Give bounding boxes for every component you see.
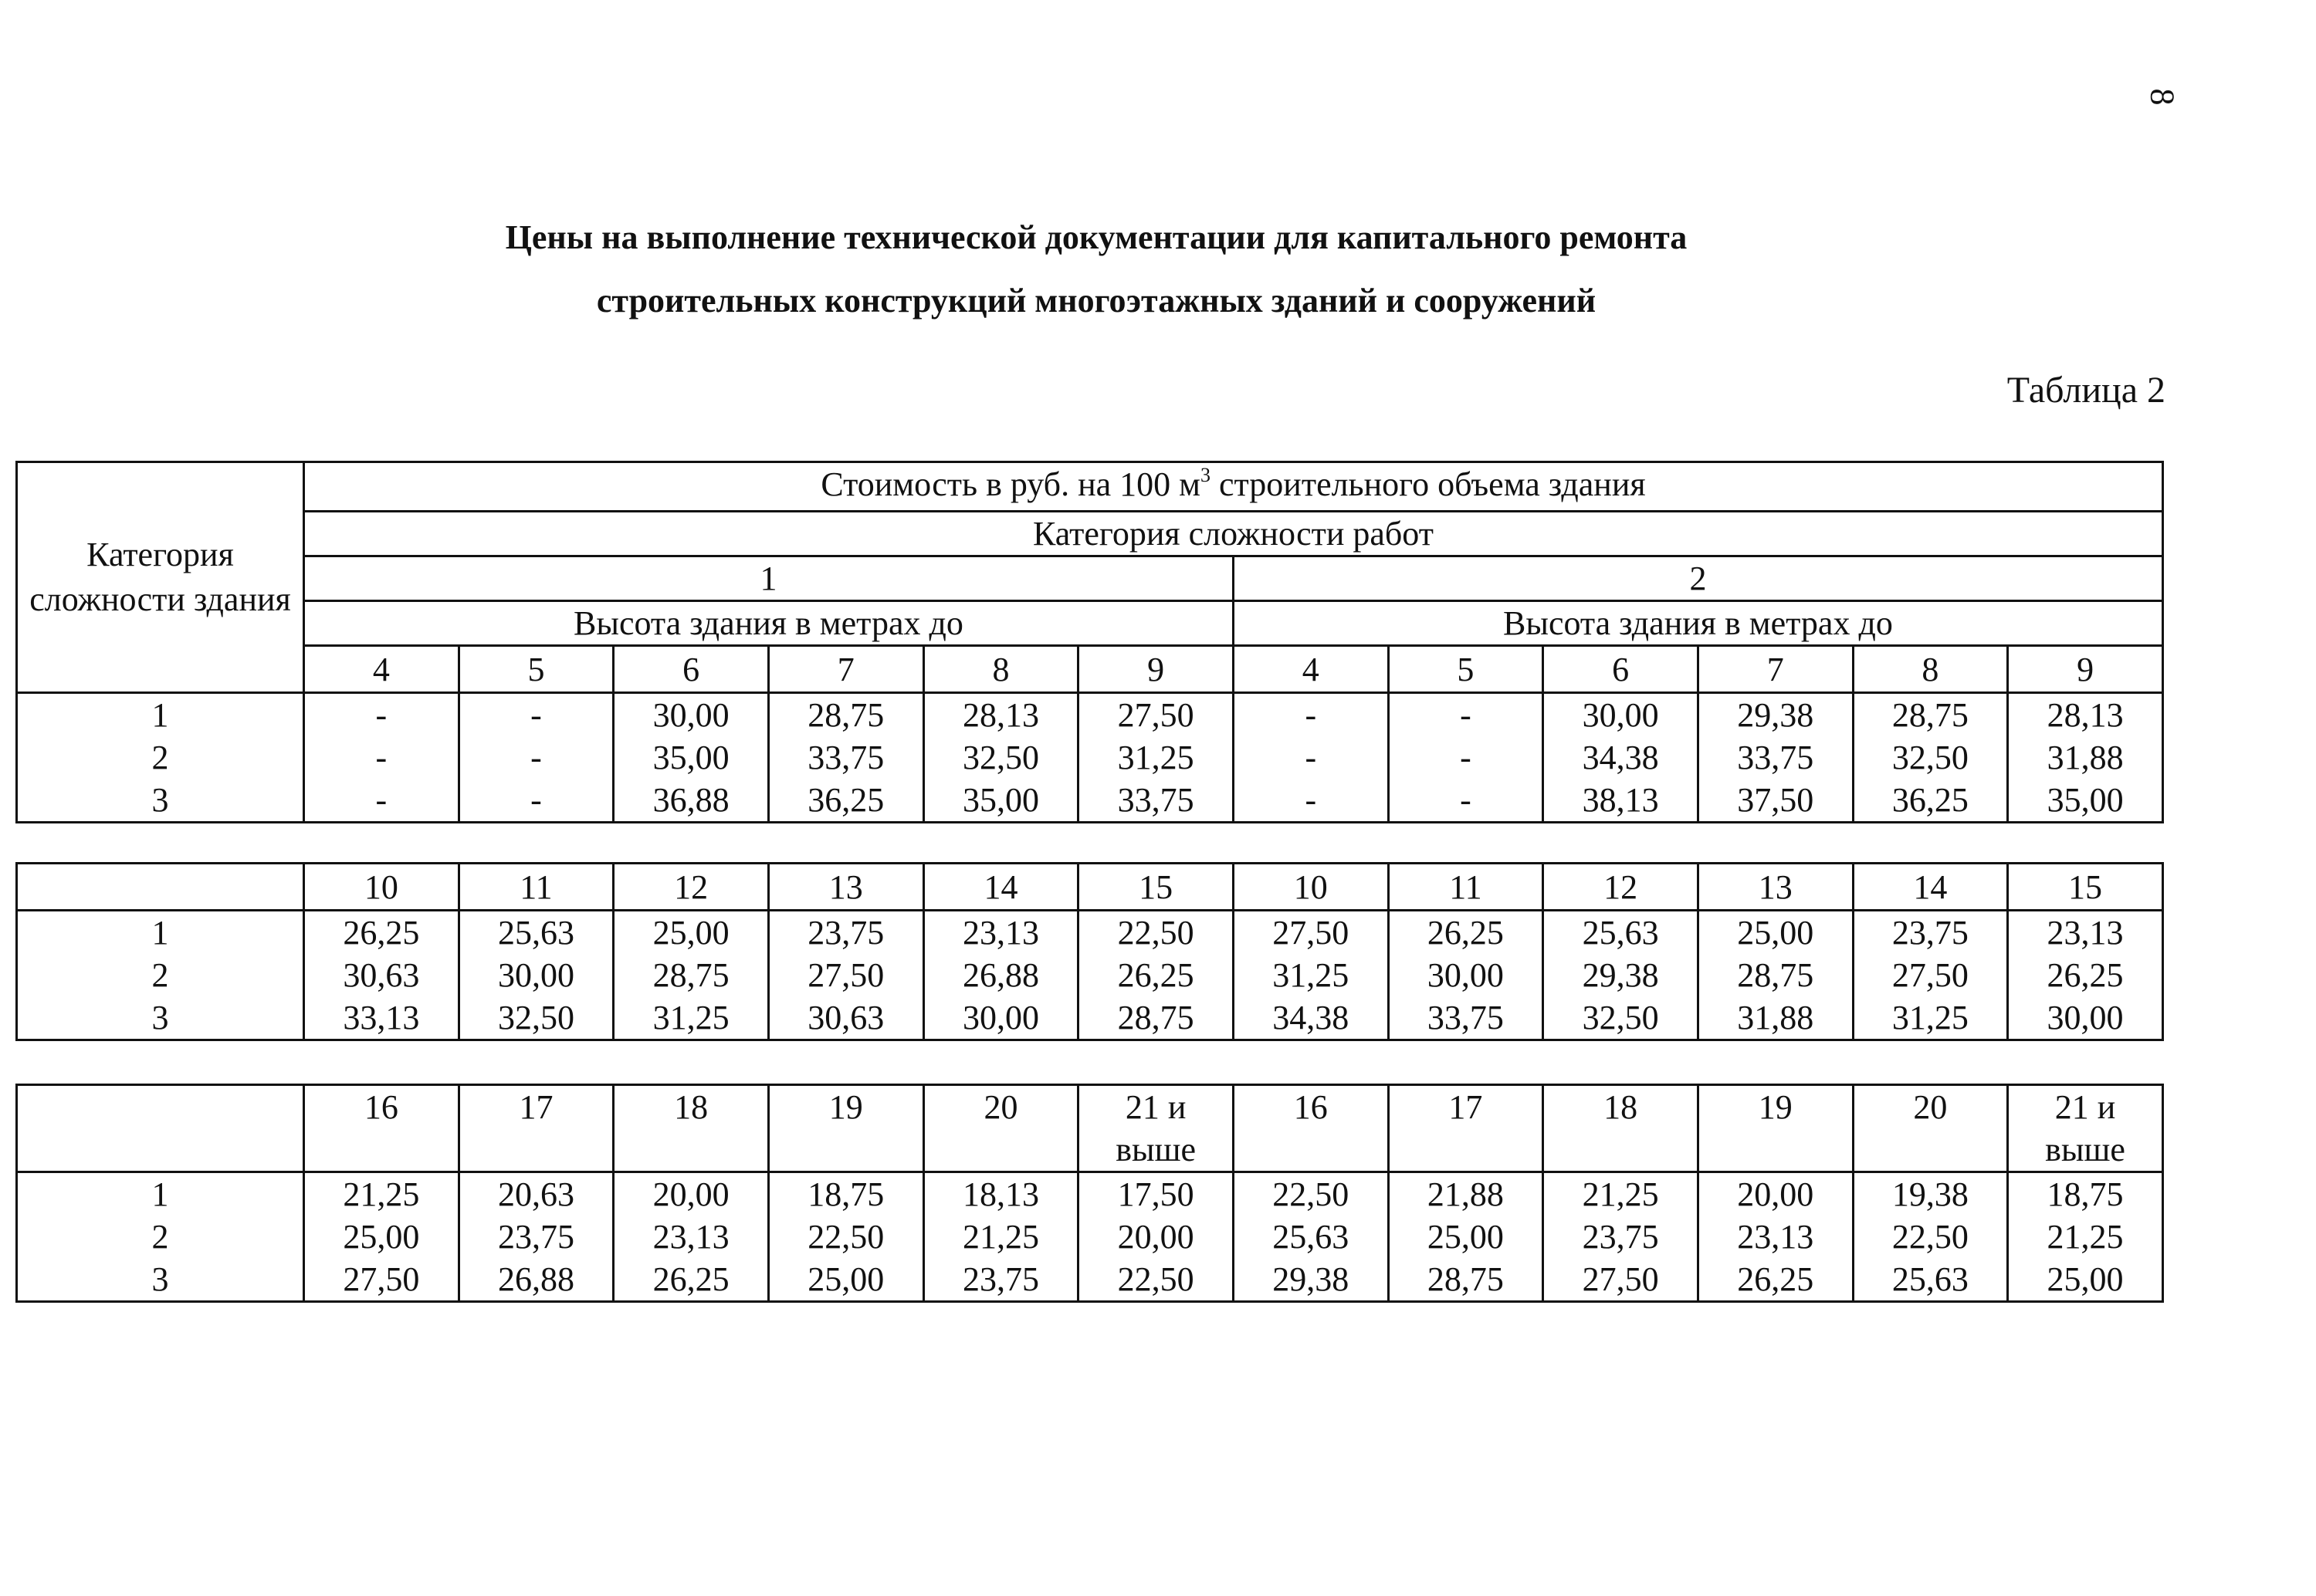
price-value: 22,50 [1117, 914, 1194, 952]
height-cell: 4 [1233, 646, 1388, 693]
price-value: 26,25 [2047, 956, 2124, 994]
height-cell: 12 [1543, 864, 1698, 911]
category-values-cell [17, 693, 304, 823]
price-column [2008, 911, 2163, 1040]
height-cell: 13 [1698, 864, 1853, 911]
price-value: 34,38 [1272, 999, 1349, 1036]
price-value: 25,63 [1582, 914, 1659, 952]
price-value: 30,00 [962, 999, 1039, 1036]
category-header-label: Категория сложности здания [29, 536, 291, 618]
height-values-row [17, 864, 2163, 911]
price-column [1078, 1172, 1234, 1302]
height-cell: 5 [459, 646, 614, 693]
price-value: 18,13 [962, 1175, 1039, 1213]
price-value: - [1460, 739, 1471, 776]
empty-corner-cell [17, 864, 304, 911]
price-value: 33,75 [1427, 999, 1504, 1036]
price-value: 31,25 [1272, 956, 1349, 994]
price-value: 19,38 [1891, 1175, 1969, 1213]
height-cell: 21 и выше [2008, 1085, 2163, 1172]
price-value: - [375, 781, 388, 819]
height-cell: 20 [1853, 1085, 2008, 1172]
price-column [768, 693, 923, 823]
price-value: 30,00 [652, 696, 730, 734]
price-value: 23,75 [962, 1260, 1039, 1298]
category-label: 2 [151, 956, 169, 994]
price-value: 30,00 [2047, 999, 2124, 1036]
page-number: 8 [2143, 88, 2182, 106]
price-value: 25,00 [1427, 1218, 1504, 1256]
document-title-line-1: Цены на выполнение технической документации для капитального ремонта [505, 218, 1688, 256]
price-value: 23,75 [1891, 914, 1969, 952]
price-value: - [375, 696, 388, 734]
price-value: 31,88 [2047, 739, 2124, 776]
height-cell: 17 [459, 1085, 614, 1172]
price-value: 32,50 [497, 999, 574, 1036]
price-value: 35,00 [2047, 781, 2124, 819]
height-cell: 5 [1388, 646, 1543, 693]
price-value: 22,50 [1117, 1260, 1194, 1298]
height-cell: 4 [304, 646, 459, 693]
height-cell: 14 [923, 864, 1078, 911]
price-value: 28,13 [2047, 696, 2124, 734]
price-value: 25,00 [343, 1218, 420, 1256]
cost-caption-text-end: строительного объема здания [1210, 465, 1646, 503]
price-value: 28,75 [1737, 956, 1814, 994]
price-column [459, 911, 614, 1040]
category-label: 3 [151, 781, 169, 819]
price-value: 28,75 [1427, 1260, 1504, 1298]
price-value: 25,00 [808, 1260, 885, 1298]
price-value: 26,88 [962, 956, 1039, 994]
price-value: 35,00 [962, 781, 1039, 819]
price-value: 25,63 [1891, 1260, 1969, 1298]
price-value: 25,00 [652, 914, 730, 952]
price-value: 23,13 [962, 914, 1039, 952]
category-header-cell [17, 462, 304, 693]
price-value: 30,00 [1427, 956, 1504, 994]
price-column [768, 911, 923, 1040]
price-value: 20,63 [497, 1175, 574, 1213]
empty-corner-cell [17, 1085, 304, 1172]
cost-caption-superscript: 3 [1200, 464, 1210, 486]
height-cell: 18 [1543, 1085, 1698, 1172]
price-value: 25,63 [1272, 1218, 1349, 1256]
price-column [1853, 911, 2008, 1040]
height-cell: 8 [1853, 646, 2008, 693]
price-value: 31,88 [1737, 999, 1814, 1036]
height-cell: 21 и выше [1078, 1085, 1234, 1172]
price-value: 31,25 [1891, 999, 1969, 1036]
price-value: 27,50 [1117, 696, 1194, 734]
price-value: 22,50 [1891, 1218, 1969, 1256]
category-label: 1 [151, 914, 169, 952]
height-cell: 12 [614, 864, 769, 911]
price-value: 29,38 [1582, 956, 1659, 994]
price-value: 38,13 [1582, 781, 1659, 819]
price-value: 20,00 [1737, 1175, 1814, 1213]
price-column [1233, 911, 1388, 1040]
price-value: 18,75 [808, 1175, 885, 1213]
price-value: - [1460, 696, 1471, 734]
header-row-height-caption [17, 601, 2163, 646]
price-column [614, 911, 769, 1040]
price-value: 20,00 [1117, 1218, 1194, 1256]
price-value: 27,50 [1891, 956, 1969, 994]
height-cell: 13 [768, 864, 923, 911]
price-column [304, 693, 459, 823]
height-cell: 9 [2008, 646, 2163, 693]
price-column [614, 693, 769, 823]
price-value: 28,75 [808, 696, 885, 734]
price-value: 30,63 [808, 999, 885, 1036]
price-value: 25,00 [2047, 1260, 2124, 1298]
price-column [1388, 911, 1543, 1040]
price-column [1698, 911, 1853, 1040]
price-column [768, 1172, 923, 1302]
price-value: 30,00 [497, 956, 574, 994]
price-column [459, 1172, 614, 1302]
price-value: 26,25 [1737, 1260, 1814, 1298]
price-column [1853, 1172, 2008, 1302]
category-label: 2 [151, 1218, 169, 1256]
price-column [923, 911, 1078, 1040]
height-cell: 6 [614, 646, 769, 693]
price-value: 21,88 [1427, 1175, 1504, 1213]
price-column [1233, 1172, 1388, 1302]
price-value: 31,25 [1117, 739, 1194, 776]
price-value: 20,00 [652, 1175, 730, 1213]
price-value: 33,75 [808, 739, 885, 776]
price-value: 30,00 [1582, 696, 1659, 734]
price-values-row [17, 911, 2163, 1040]
price-value: 28,13 [962, 696, 1039, 734]
price-value: 23,13 [2047, 914, 2124, 952]
price-value: 27,50 [808, 956, 885, 994]
price-value: - [530, 781, 542, 819]
cost-caption-text: Стоимость в руб. на 100 м [821, 465, 1200, 503]
height-cell: 8 [923, 646, 1078, 693]
price-column [1543, 1172, 1698, 1302]
price-value: 31,25 [652, 999, 730, 1036]
height-cell: 16 [304, 1085, 459, 1172]
price-value: 23,13 [652, 1218, 730, 1256]
price-value: 25,63 [497, 914, 574, 952]
price-value: 36,88 [652, 781, 730, 819]
price-value: 21,25 [1582, 1175, 1659, 1213]
price-value: 33,13 [343, 999, 420, 1036]
price-column [1543, 911, 1698, 1040]
price-column [923, 693, 1078, 823]
category-label: 3 [151, 999, 169, 1036]
price-column [1388, 1172, 1543, 1302]
price-value: - [1305, 739, 1317, 776]
price-column [614, 1172, 769, 1302]
price-column [1853, 693, 2008, 823]
height-cell: 19 [768, 1085, 923, 1172]
work-group-1-cell: 1 [304, 556, 1234, 601]
price-value: 22,50 [808, 1218, 885, 1256]
price-value: 23,75 [497, 1218, 574, 1256]
price-value: 26,25 [652, 1260, 730, 1298]
height-cell: 14 [1853, 864, 2008, 911]
price-value: - [375, 739, 388, 776]
price-column [1078, 911, 1234, 1040]
header-row-groups [17, 556, 2163, 601]
price-value: 32,50 [1891, 739, 1969, 776]
price-column [459, 693, 614, 823]
height-cell: 9 [1078, 646, 1234, 693]
price-value: 30,63 [343, 956, 420, 994]
price-value: 33,75 [1117, 781, 1194, 819]
price-value: 35,00 [652, 739, 730, 776]
height-cell: 11 [1388, 864, 1543, 911]
price-column [1388, 693, 1543, 823]
price-values-row [17, 693, 2163, 823]
price-value: 28,75 [1891, 696, 1969, 734]
price-value: 34,38 [1582, 739, 1659, 776]
price-table-block-2 [15, 862, 2164, 1041]
price-value: 28,75 [1117, 999, 1194, 1036]
height-cell: 11 [459, 864, 614, 911]
header-row-work-complexity [17, 512, 2163, 556]
height-cell: 10 [304, 864, 459, 911]
price-value: 21,25 [2047, 1218, 2124, 1256]
category-label: 1 [151, 1175, 169, 1213]
price-column [1698, 1172, 1853, 1302]
price-value: 26,25 [1117, 956, 1194, 994]
price-value: 36,25 [1891, 781, 1969, 819]
price-value: 25,00 [1737, 914, 1814, 952]
category-values-cell [17, 1172, 304, 1302]
height-cell: 10 [1233, 864, 1388, 911]
price-column [1078, 693, 1234, 823]
price-value: 33,75 [1737, 739, 1814, 776]
price-value: - [1305, 781, 1317, 819]
height-cell: 6 [1543, 646, 1698, 693]
price-value: - [530, 739, 542, 776]
price-values-row [17, 1172, 2163, 1302]
price-value: 21,25 [343, 1175, 420, 1213]
price-value: 17,50 [1117, 1175, 1194, 1213]
price-column [304, 1172, 459, 1302]
price-value: 26,88 [497, 1260, 574, 1298]
height-cell: 7 [768, 646, 923, 693]
price-value: 27,50 [1272, 914, 1349, 952]
category-label: 3 [151, 1260, 169, 1298]
height-cell: 19 [1698, 1085, 1853, 1172]
price-column [1698, 693, 1853, 823]
table-label: Таблица 2 [2006, 370, 2165, 411]
height-values-row [17, 646, 2163, 693]
price-column [923, 1172, 1078, 1302]
height-cell: 18 [614, 1085, 769, 1172]
price-value: 29,38 [1737, 696, 1814, 734]
price-value: 37,50 [1737, 781, 1814, 819]
price-value: 27,50 [1582, 1260, 1659, 1298]
height-caption-2-cell: Высота здания в метрах до [1233, 601, 2162, 646]
price-value: 27,50 [343, 1260, 420, 1298]
height-cell: 17 [1388, 1085, 1543, 1172]
height-values-row [17, 1085, 2163, 1172]
price-value: 36,25 [808, 781, 885, 819]
height-cell: 16 [1233, 1085, 1388, 1172]
price-value: 28,75 [652, 956, 730, 994]
height-caption-1-cell: Высота здания в метрах до [304, 601, 1234, 646]
price-value: - [1460, 781, 1471, 819]
height-cell: 20 [923, 1085, 1078, 1172]
price-value: 29,38 [1272, 1260, 1349, 1298]
header-row-cost [17, 462, 2163, 512]
category-label: 1 [151, 696, 169, 734]
document-title-line-2: строительных конструкций многоэтажных зданий и сооружений [596, 282, 1596, 320]
height-cell: 15 [2008, 864, 2163, 911]
work-group-2-cell: 2 [1233, 556, 2162, 601]
price-value: - [530, 696, 542, 734]
height-cell: 7 [1698, 646, 1853, 693]
price-column [1233, 693, 1388, 823]
price-table-block-3 [15, 1084, 2164, 1303]
work-complexity-cell: Категория сложности работ [304, 512, 2163, 556]
price-column [2008, 693, 2163, 823]
price-value: - [1305, 696, 1317, 734]
cost-caption-cell [304, 462, 2163, 512]
price-table-block-1 [15, 461, 2164, 823]
price-column [304, 911, 459, 1040]
price-value: 26,25 [343, 914, 420, 952]
price-value: 23,75 [1582, 1218, 1659, 1256]
price-value: 32,50 [1582, 999, 1659, 1036]
price-value: 23,13 [1737, 1218, 1814, 1256]
price-value: 23,75 [808, 914, 885, 952]
category-label: 2 [151, 739, 169, 776]
price-value: 26,25 [1427, 914, 1504, 952]
price-value: 21,25 [962, 1218, 1039, 1256]
price-value: 18,75 [2047, 1175, 2124, 1213]
price-column [2008, 1172, 2163, 1302]
category-values-cell [17, 911, 304, 1040]
price-value: 32,50 [962, 739, 1039, 776]
height-cell: 15 [1078, 864, 1234, 911]
price-value: 22,50 [1272, 1175, 1349, 1213]
price-column [1543, 693, 1698, 823]
